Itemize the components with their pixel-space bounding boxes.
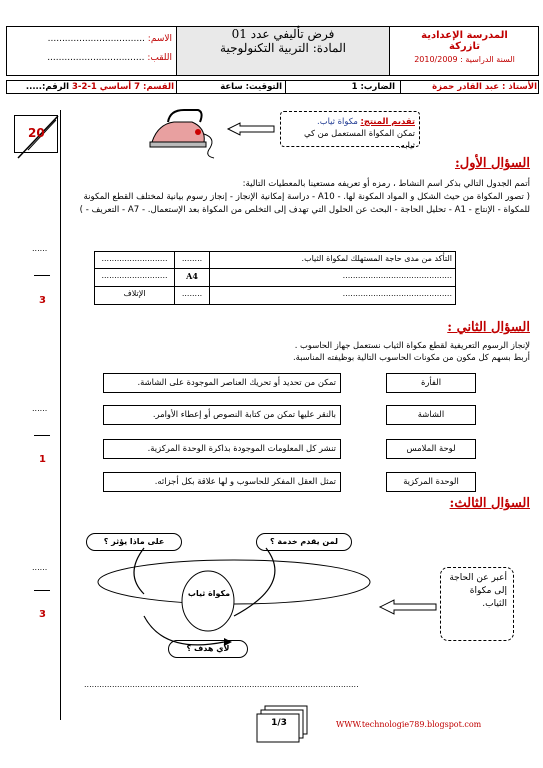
- component-keyboard[interactable]: لوحة الملامس: [386, 439, 476, 459]
- surname-field[interactable]: ..................................: [47, 53, 145, 63]
- table-cell[interactable]: ........: [174, 286, 210, 305]
- function-3[interactable]: تنشر كل المعلومات الموجودة بذاكرة الوحدة المركزية.: [103, 439, 341, 459]
- class: القسم: 7 أساسي 1-2-3: [72, 82, 174, 92]
- mark-line: [34, 435, 50, 436]
- exam-title-block: [176, 27, 390, 75]
- name-label: الاسم:: [147, 34, 172, 44]
- q2-title: السؤال الثاني :: [447, 320, 530, 335]
- mark-q3: 3: [39, 609, 46, 620]
- student-fields: [10, 34, 172, 63]
- table-cell[interactable]: ...........................................: [209, 268, 456, 287]
- function-2[interactable]: بالنقر عليها تمكن من كتابة النصوص أو إعطاء الأوامر.: [103, 405, 341, 425]
- school-block: [392, 30, 537, 64]
- table-cell[interactable]: ..........................: [94, 268, 175, 287]
- mark-dots[interactable]: ......: [32, 404, 48, 413]
- q1-data: ( تصور المكواة من حيث الشكل و المواد المكونة لها. - A10 - دراسة إمكانية الإنجاز - إنجاز رسوم بيانية لمختلف القطع المكونة للمكواة - الإنتاج - A1 - تحليل الحاجة - البحث عن الحلول التي تهدف إلى التخلص من المكواة بعد الإستعمال. - A7 - التعريف - ): [79, 192, 530, 215]
- q2-intro-2: أربط بسهم كل مكون من مكونات الحاسوب التالية بوظيفته المناسبة.: [292, 352, 530, 362]
- mark-line: [34, 275, 50, 276]
- divider: [400, 80, 401, 94]
- arrow-left-icon: [226, 122, 276, 136]
- function-1[interactable]: تمكن من تحديد أو تحريك العناصر الموجودة على الشاشة.: [103, 373, 341, 393]
- school-year: السنة الدراسية : 2010/2009: [414, 55, 515, 64]
- mark-dots[interactable]: ......: [32, 563, 48, 572]
- product-box: [280, 111, 420, 150]
- question-what: على ماذا يؤثر ؟: [86, 533, 182, 551]
- q3-title: السؤال الثالث:: [449, 496, 530, 511]
- divider: [285, 80, 286, 94]
- product-description: تمكن المكواة المستعمل من كي ثيابه.: [304, 128, 415, 150]
- component-mouse[interactable]: الفأرة: [386, 373, 476, 393]
- table-cell[interactable]: ..........................: [94, 251, 175, 269]
- school-name: المدرسة الإعدادية: [421, 30, 508, 41]
- table-cell: A4: [174, 268, 210, 287]
- center-product: مكواة ثياب: [187, 589, 231, 598]
- q2-intro-1: لإنجاز الرسوم التعريفية لقطع مكواة الثياب نستعمل جهاز الحاسوب .: [294, 340, 530, 350]
- coefficient: الضارب: 1: [351, 82, 395, 92]
- divider: [176, 80, 177, 94]
- instruction-box: أعبر عن الحاجة إلى مكواة الثياب.: [440, 567, 514, 641]
- exam-title: فرض تأليفي عدد 01: [231, 27, 335, 41]
- teacher: الأستاذ : عبد القادر حمزة: [432, 82, 537, 92]
- margin-line: [60, 110, 61, 720]
- q1-table: [94, 251, 456, 305]
- mark-q2: 1: [39, 454, 46, 465]
- function-4[interactable]: تمثل العقل المفكر للحاسوب و لها علاقة بكل أجزائه.: [103, 472, 341, 492]
- product-title: تقديم المنتج:: [360, 116, 415, 126]
- mark-q1: 3: [39, 295, 46, 306]
- table-cell: التأكد من مدى حاجة المستهلك لمكواة الثياب.: [209, 251, 456, 269]
- timing: التوقيت: ساعة: [220, 82, 282, 92]
- surname-label: اللقب:: [147, 53, 172, 63]
- student-number[interactable]: الرقم:.....: [25, 82, 70, 92]
- iron-icon: [144, 104, 224, 159]
- component-cpu[interactable]: الوحدة المركزية: [386, 472, 476, 492]
- subject: المادة: التربية التكنولوجية: [220, 41, 346, 55]
- grade-total: 20: [28, 126, 45, 140]
- table-cell[interactable]: ...........................................: [209, 286, 456, 305]
- name-field[interactable]: ..................................: [47, 34, 145, 44]
- question-goal: لأي هدف ؟: [168, 640, 248, 658]
- question-who: لمن يقدم خدمة ؟: [256, 533, 352, 551]
- arrow-left-icon: [378, 599, 438, 615]
- q1-title: السؤال الأول:: [454, 156, 530, 171]
- website-link[interactable]: WWW.technologie789.blogspot.com: [336, 720, 482, 729]
- mark-dots[interactable]: ......: [32, 244, 48, 253]
- q1-intro: أتمم الجدول التالي بذكر اسم النشاط ، رمزه أو تعريفه مستعينا بالمعطيات التالية:: [242, 179, 530, 189]
- table-cell: الإتلاف: [94, 286, 175, 305]
- answer-line[interactable]: ............................................................................................................: [84, 680, 359, 689]
- table-cell[interactable]: ........: [174, 251, 210, 269]
- mark-line: [34, 590, 50, 591]
- component-screen[interactable]: الشاشة: [386, 405, 476, 425]
- product-name: مكواة ثياب.: [317, 116, 358, 126]
- page-number: 1/3: [271, 718, 287, 728]
- school-town: تازركة: [449, 41, 480, 52]
